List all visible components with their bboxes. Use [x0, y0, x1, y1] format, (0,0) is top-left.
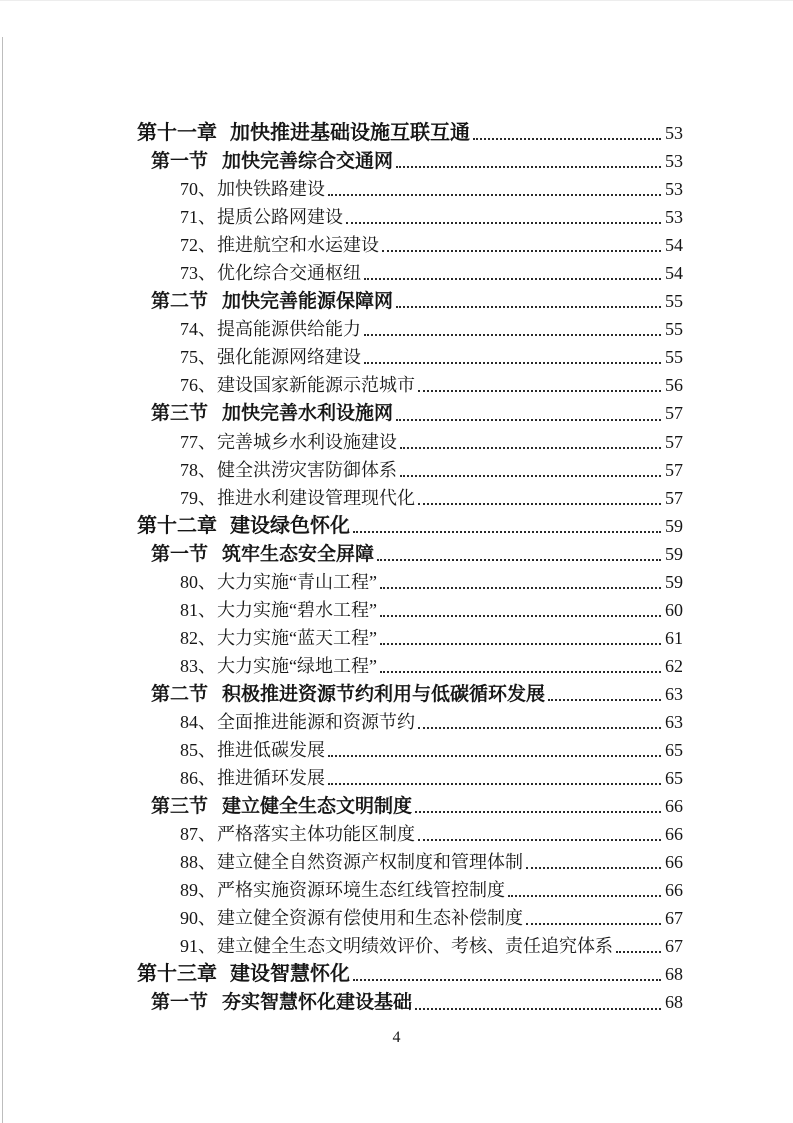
entry-page-number: 55 [665, 291, 683, 312]
dot-leader [473, 138, 661, 140]
entry-label: 85、 [180, 740, 216, 761]
entry-title: 大力实施“碧水工程” [217, 599, 377, 620]
toc-entry [137, 371, 683, 399]
entry-page-number: 53 [665, 207, 683, 228]
entry-label: 第二节 [151, 683, 209, 705]
entry-label: 82、 [180, 627, 216, 648]
toc-entry [137, 820, 683, 848]
entry-page-number: 53 [665, 123, 683, 143]
entry-page-number: 55 [665, 319, 683, 340]
toc-entry [137, 988, 683, 1016]
entry-title: 加快完善能源保障网 [222, 291, 394, 313]
dot-leader [418, 503, 661, 505]
dot-leader [415, 811, 661, 813]
dot-leader [380, 587, 661, 589]
toc-entry [137, 904, 683, 932]
toc-entry [137, 792, 683, 820]
entry-label: 89、 [180, 880, 216, 901]
entry-page-number: 67 [665, 936, 683, 957]
toc-entry [137, 680, 683, 708]
dot-leader [418, 839, 661, 841]
entry-title: 推进低碳发展 [217, 740, 325, 761]
entry-page-number: 68 [665, 964, 683, 985]
entry-title: 建立健全自然资源产权制度和管理体制 [217, 852, 523, 873]
entry-title: 加快铁路建设 [217, 179, 325, 200]
entry-label: 第二节 [151, 291, 209, 313]
toc-entry [137, 512, 683, 540]
page-footer [0, 1028, 793, 1048]
entry-page-number: 59 [665, 543, 683, 564]
entry-page-number: 57 [665, 487, 683, 508]
entry-label: 77、 [180, 431, 216, 452]
toc-entry [137, 203, 683, 231]
entry-title: 筑牢生态安全屏障 [222, 543, 375, 565]
entry-label: 84、 [180, 711, 216, 732]
entry-page-number: 65 [665, 768, 683, 789]
entry-title: 加快完善水利设施网 [222, 403, 394, 425]
entry-page-number: 54 [665, 235, 683, 256]
toc-entry [137, 932, 683, 960]
dot-leader [328, 194, 661, 196]
toc-entry [137, 259, 683, 287]
dot-leader [526, 867, 661, 869]
dot-leader [508, 895, 661, 897]
entry-page-number: 66 [665, 880, 683, 901]
toc-entry [137, 624, 683, 652]
entry-title: 推进循环发展 [217, 768, 325, 789]
dot-leader [418, 727, 661, 729]
entry-label: 72、 [180, 235, 216, 256]
entry-label: 75、 [180, 347, 216, 368]
dot-leader [400, 475, 661, 477]
toc-entry [137, 876, 683, 904]
toc-entry [137, 960, 683, 988]
entry-page-number: 59 [665, 571, 683, 592]
entry-page-number: 56 [665, 375, 683, 396]
entry-label: 第十二章 [137, 514, 217, 537]
entry-page-number: 59 [665, 515, 683, 536]
dot-leader [380, 643, 661, 645]
entry-title: 建设智慧怀化 [230, 963, 350, 986]
dot-leader [396, 166, 661, 168]
entry-page-number: 68 [665, 992, 683, 1013]
dot-leader [377, 559, 661, 561]
toc-entry [137, 540, 683, 568]
dot-leader [380, 615, 661, 617]
entry-title: 严格实施资源环境生态红线管控制度 [217, 880, 505, 901]
entry-title: 全面推进能源和资源节约 [217, 711, 415, 732]
entry-title: 加快完善综合交通网 [222, 151, 394, 173]
toc-entry [137, 596, 683, 624]
entry-page-number: 63 [665, 711, 683, 732]
entry-label: 第十三章 [137, 963, 217, 986]
dot-leader [418, 390, 661, 392]
entry-page-number: 66 [665, 796, 683, 817]
toc-entry [137, 736, 683, 764]
entry-label: 73、 [180, 263, 216, 284]
table-of-contents [137, 119, 683, 1017]
entry-page-number: 61 [665, 627, 683, 648]
entry-page-number: 55 [665, 347, 683, 368]
entry-label: 79、 [180, 487, 216, 508]
entry-label: 80、 [180, 571, 216, 592]
toc-entry [137, 147, 683, 175]
dot-leader [415, 1008, 661, 1010]
entry-page-number: 57 [665, 431, 683, 452]
entry-label: 91、 [180, 936, 216, 957]
toc-entry [137, 428, 683, 456]
dot-leader [526, 923, 661, 925]
dot-leader [328, 783, 661, 785]
entry-label: 第一节 [151, 992, 209, 1014]
entry-page-number: 53 [665, 151, 683, 172]
entry-label: 88、 [180, 852, 216, 873]
entry-title: 强化能源网络建设 [217, 347, 361, 368]
toc-entry [137, 175, 683, 203]
entry-label: 87、 [180, 824, 216, 845]
entry-title: 严格落实主体功能区制度 [217, 824, 415, 845]
toc-entry [137, 484, 683, 512]
toc-entry [137, 708, 683, 736]
entry-title: 提质公路网建设 [217, 207, 343, 228]
toc-entry [137, 399, 683, 427]
entry-label: 第一节 [151, 151, 209, 173]
toc-entry [137, 315, 683, 343]
entry-page-number: 65 [665, 740, 683, 761]
entry-page-number: 63 [665, 683, 683, 704]
entry-label: 83、 [180, 655, 216, 676]
entry-label: 第三节 [151, 403, 209, 425]
dot-leader [400, 447, 661, 449]
entry-title: 加快推进基础设施互联互通 [230, 122, 470, 144]
entry-label: 70、 [180, 179, 216, 200]
dot-leader [364, 278, 661, 280]
dot-leader [616, 951, 661, 953]
entry-page-number: 57 [665, 459, 683, 480]
toc-entry [137, 652, 683, 680]
entry-title: 建设绿色怀化 [230, 514, 350, 537]
toc-entry [137, 568, 683, 596]
entry-label: 第一节 [151, 543, 209, 565]
entry-title: 建立健全生态文明绩效评价、考核、责任追究体系 [217, 936, 613, 957]
entry-page-number: 54 [665, 263, 683, 284]
entry-title: 健全洪涝灾害防御体系 [217, 459, 397, 480]
entry-label: 90、 [180, 908, 216, 929]
toc-entry [137, 764, 683, 792]
entry-label: 76、 [180, 375, 216, 396]
entry-title: 优化综合交通枢纽 [217, 263, 361, 284]
entry-label: 71、 [180, 207, 216, 228]
toc-entry [137, 119, 683, 147]
page-number: 4 [392, 1029, 401, 1046]
entry-label: 81、 [180, 599, 216, 620]
toc-entry [137, 343, 683, 371]
toc-entry [137, 231, 683, 259]
entry-title: 大力实施“蓝天工程” [217, 627, 377, 648]
toc-entry [137, 287, 683, 315]
entry-title: 大力实施“青山工程” [217, 571, 377, 592]
entry-label: 第十一章 [137, 122, 217, 144]
dot-leader [382, 250, 661, 252]
dot-leader [328, 755, 661, 757]
entry-title: 提高能源供给能力 [217, 319, 361, 340]
dot-leader [364, 362, 661, 364]
entry-title: 完善城乡水利设施建设 [217, 431, 397, 452]
entry-title: 大力实施“绿地工程” [217, 655, 377, 676]
entry-page-number: 66 [665, 824, 683, 845]
dot-leader [396, 306, 661, 308]
dot-leader [380, 671, 661, 673]
entry-page-number: 53 [665, 179, 683, 200]
entry-label: 74、 [180, 319, 216, 340]
entry-title: 推进水利建设管理现代化 [217, 487, 415, 508]
entry-page-number: 62 [665, 655, 683, 676]
entry-page-number: 67 [665, 908, 683, 929]
toc-entry [137, 848, 683, 876]
entry-title: 建立健全生态文明制度 [222, 796, 413, 818]
dot-leader [548, 699, 661, 701]
dot-leader [346, 222, 661, 224]
entry-title: 建设国家新能源示范城市 [217, 375, 415, 396]
dot-leader [353, 531, 661, 533]
entry-label: 第三节 [151, 796, 209, 818]
entry-label: 78、 [180, 459, 216, 480]
entry-page-number: 60 [665, 599, 683, 620]
entry-title: 夯实智慧怀化建设基础 [222, 992, 413, 1014]
entry-label: 86、 [180, 768, 216, 789]
entry-title: 建立健全资源有偿使用和生态补偿制度 [217, 908, 523, 929]
entry-title: 推进航空和水运建设 [217, 235, 379, 256]
dot-leader [396, 419, 661, 421]
toc-entry [137, 456, 683, 484]
dot-leader [364, 334, 661, 336]
entry-page-number: 57 [665, 403, 683, 424]
entry-title: 积极推进资源节约利用与低碳循环发展 [222, 683, 546, 705]
entry-page-number: 66 [665, 852, 683, 873]
dot-leader [353, 979, 661, 981]
